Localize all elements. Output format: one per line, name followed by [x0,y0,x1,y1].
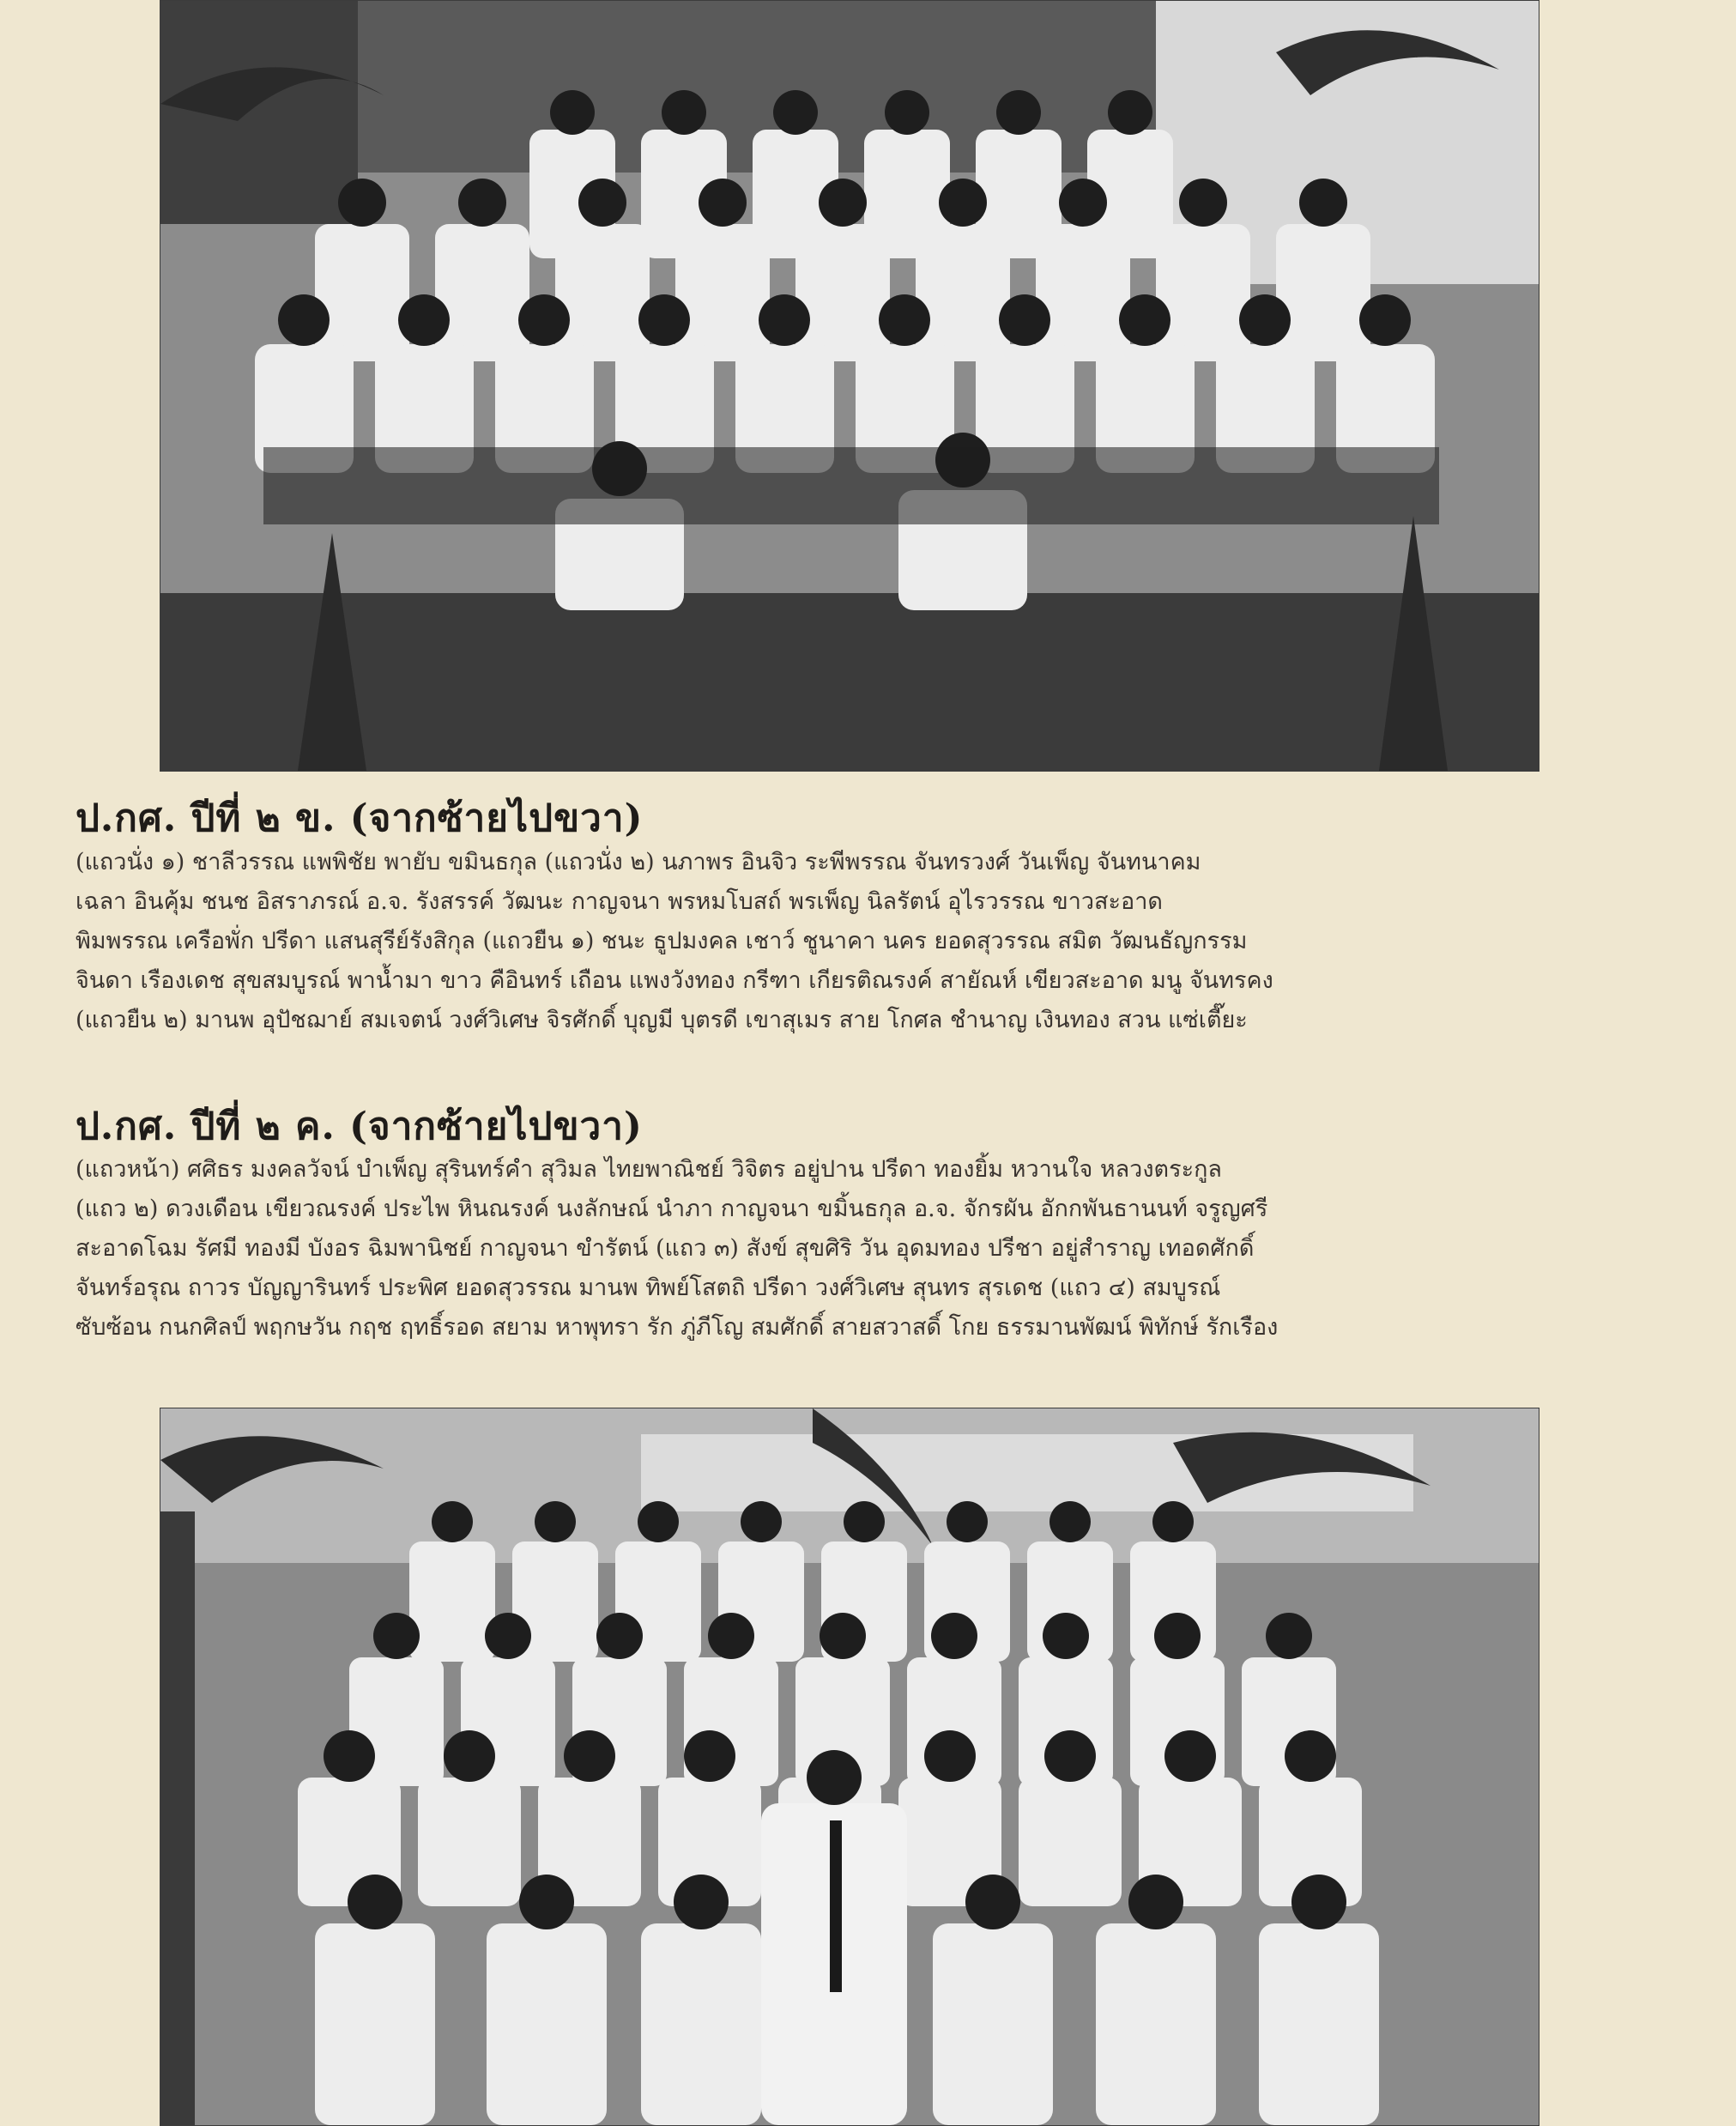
class-photo-2b [160,0,1539,772]
names-line: (แถวยืน ๒) มานพ อุปัชฌาย์ สมเจตน์ วงศ์วิเศษ จิรศักดิ์ บุญมี บุตรดี เขาสุเมร สาย โกศล ชำนาญ เงินทอง สวน แซ่เตี๊ยะ [76,1007,1248,1033]
section-names-2c [76,1150,1663,1348]
names-line: (แถวนั่ง ๑) ชาลีวรรณ แพพิชัย พายับ ขมินธกุล (แถวนั่ง ๒) นภาพร อินจิว ระพีพรรณ จันทรวงศ์ วันเพ็ญ จันทนาคม [76,849,1201,875]
class-photo-2b-image [160,1,1539,771]
names-line: (แถวหน้า) ศศิธร มงคลวัจน์ บำเพ็ญ สุรินทร์คำ สุวิมล ไทยพาณิชย์ วิจิตร อยู่ปาน ปรีดา ทองยิ้ม หวานใจ หลวงตระกูล [76,1156,1222,1183]
names-line: ซับซ้อน กนกศิลป์ พฤกษวัน กฤช ฤทธิ์รอด สยาม หาพุทรา รัก ภู่ภีโญ สมศักดิ์ สายสวาสดิ์ โกย ธรรมานพัฒน์ พิทักษ์ รักเรือง [76,1314,1279,1341]
section-title-2b: ป.กศ. ปีที่ ๒ ข. (จากซ้ายไปขวา) [76,796,644,840]
names-line: เฉลา อินคุ้ม ชนช อิสราภรณ์ อ.จ. รังสรรค์ วัฒนะ กาญจนา พรหมโบสถ์ พรเพ็ญ นิลรัตน์ อุไรวรรณ ขาวสะอาด [76,888,1163,915]
class-photo-2c-image [160,1408,1539,2125]
names-line: สะอาดโฉม รัศมี ทองมี บังอร ฉิมพานิชย์ กาญจนา ขำรัตน์ (แถว ๓) สังข์ สุขศิริ วัน อุดมทอง ปรีชา อยู่สำราญ เทอดศักดิ์ [76,1235,1255,1262]
names-line: (แถว ๒) ดวงเดือน เขียวณรงค์ ประไพ หินณรงค์ นงลักษณ์ นำภา กาญจนา ขมิ้นธกุล อ.จ. จักรผัน อักกพันธานนท์ จรูญศรี [76,1196,1268,1222]
class-photo-2c [160,1408,1539,2126]
section-title-2c: ป.กศ. ปีที่ ๒ ค. (จากซ้ายไปขวา) [76,1105,643,1148]
section-names-2b [76,843,1663,1040]
names-line: พิมพรรณ เครือพั่ก ปรีดา แสนสุรีย์รังสิกุล (แถวยืน ๑) ชนะ ธูปมงคล เชาว์ ชูนาคา นคร ยอดสุวรรณ สมิต วัฒนธัญกรรม [76,928,1248,954]
names-line: จินดา เรืองเดช สุขสมบูรณ์ พาน้ำมา ขาว คือินทร์ เถือน แพงวังทอง กรีฑา เกียรติณรงค์ สายัณห์ เขียวสะอาด มนู จันทรคง [76,967,1273,994]
names-line: จันทร์อรุณ ถาวร บัญญารินทร์ ประพิศ ยอดสุวรรณ มานพ ทิพย์โสตถิ ปรีดา วงศ์วิเศษ สุนทร สุรเดช (แถว ๔) สมบูรณ์ [76,1275,1221,1301]
